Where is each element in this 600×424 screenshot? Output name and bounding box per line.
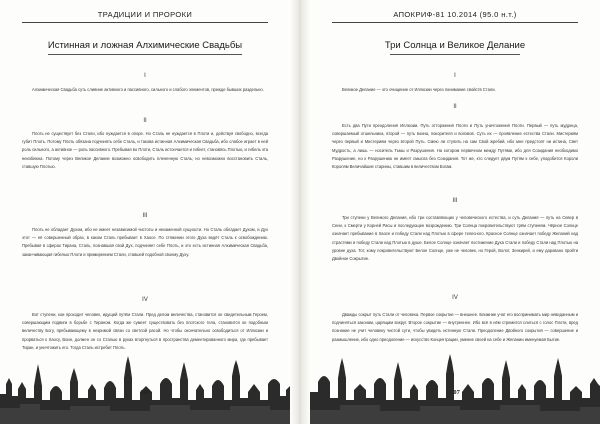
section-text: Плоть не обладает Духом, ибо не имеет независимой чистоты и неизменной сущности. Но Сталь обладает Духом, и Дух этот — её совершенный образ, в каком Сталь пребывает в Хаосе. По стяжении этого Духа ведёт Сталь к освобождению. Пребывая в сферах Тирана, Сталь, познавшая свой Дух, подчиняет себе Плоть, и это есть истинная Алхимическая Свадьба, заканчивающая гибелью Плоти и примирением Стали, ставшей подобной своему Духу. — [22, 227, 268, 257]
section-text: Алхимическая Свадьба суть слияние активного и пассивного, сильного и слабого элементов, прежде бывших раздельно. — [32, 87, 264, 92]
title-underline — [48, 54, 242, 55]
left-page — [0, 0, 290, 424]
chapter-title-left: Истинная и ложная Алхимические Свадьбы — [47, 40, 243, 51]
running-header-left: ТРАДИЦИИ И ПРОРОКИ — [97, 10, 193, 19]
title-underline — [390, 54, 520, 55]
book-gutter — [290, 0, 310, 424]
section-text: Три ступени у Великого Делания, ибо три составляющих у человеческого естества, и суть Делания — путь на Север в Сени, к Смерти у Корней Расы и последующее возрождению. Три Солнца покровительствуют трём ступеням. Чёрное Солнце означает пребывание в Хаосе и победу Стали над Плотью в сфере телесного. Красное Солнце означает победу Желаний над страстями и победу Стали над Плотью в душе. Белое Солнце означает постижение Духа Стали и победу Стали над Плотью на уровне духа. Тот, кому покровительствуют Белое Солнце, уже не человек, но Герой, Волот, Зенкирей, и ему даровано пройти Двойное Сокрытие. — [332, 215, 578, 262]
section-numeral: IV — [142, 297, 148, 303]
section-numeral: III — [142, 213, 148, 219]
section-text: Есть два Пути преодоления Иллюзии. Путь отторжения Плоти и Путь уничтожения Плоти. Первый — путь мудреца, совершаемый отшельника, второй — путь воина, покорителя и волхвов. Суть их — проявление естества Стали. Мистериям через первый и Мистериям через второй Путь. Смею ли ступить на сам Свой жребий, ибо мне предстоят ни истина, Свет Мудрость, а лишь — носитель Тьмы и Разрушения. На котором первичном между Путями, ибо для Созидания необходимо Разрушение, но к Разрушению не имеет смысла без Созидания. Тот же, кто следует двум Путям к себе, уподобится Короли Королям Величайшие старины, ставшим в величеством Богам. — [332, 123, 578, 170]
page-number-right: 107 — [450, 389, 460, 396]
section-numeral: II — [143, 118, 147, 124]
section-text: Вот ступени, кои проходит человек, идущий путём Стали. Пред делом величества, становится он свидетельным Героем, совершающим подвиги в борьбе с Тираном. Когда же сумеет существовать без плотского тела, становится он подобным величеству Богу, пребывающему в незримой связи со светлой расой. Но чтобы окончательно освободиться от Иллюзии и прорваться к Хаосу, Воин, должен он со Сталью в руках вторгнуться в пространства дементированного мира, где пребывает Тиран, и уничтожить его. Тогда Сталь истребит Плоть. — [22, 312, 268, 350]
section-numeral: II — [453, 104, 457, 110]
header-rule — [332, 22, 578, 23]
section-numeral: I — [144, 73, 146, 79]
section-text: Дважды сокрыт путь Стали от человека. Первое сокрытие — внешнее. Ближние учат его воспринимать мир невиданным и подчиняться законам, царящим вокруг. Второе сокрытие — внутреннее. Ибо всё в нём стремится слиться с голос Плоти, вред познание не учит человеку чистой сути, чтобы увидеть истинную Стали. Преодоление Двойного сокрытия — совершение и размышление, ибо одно преодоление — искусство Концентрации, умение своей на себе и Желании именуемая Бытие. — [332, 312, 578, 342]
section-numeral: III — [452, 198, 458, 204]
right-page — [310, 0, 600, 424]
running-header-right: АПОКРИФ-81 10.2014 (95.0 н.т.) — [393, 10, 517, 19]
header-rule — [22, 22, 268, 23]
section-numeral: I — [454, 73, 456, 79]
page-number-left: 106 — [140, 389, 150, 396]
section-text: Плоть не существует без Стали, ибо нуждается в опоре. Но Сталь не нуждается в Плоти и, действуя свободно, всегда губит Плоть. Потому Плоть обязана подчинять себе Сталь, и такова истинная Алхимическая Свадьба, ибо слабое играет в ней роль сильного, а активное — роль пассивного. Пребывая во Плоти, Сталь истончается и гибнет, становясь Плотью, и гибель эта неизбежна. Потому через Великое Делание возможно освободить плененную Сталь, но невозможно восстановить Сталь, ставшую Плотью. — [22, 131, 268, 169]
skyline-silhouette-right — [310, 334, 600, 424]
section-numeral: IV — [452, 295, 458, 301]
skyline-silhouette-left — [0, 334, 290, 424]
section-text: Великое Делание — это очищение от Иллюзии через понимание свойств Стали. — [342, 87, 496, 92]
chapter-title-right: Три Солнца и Великое Делание — [384, 40, 526, 51]
